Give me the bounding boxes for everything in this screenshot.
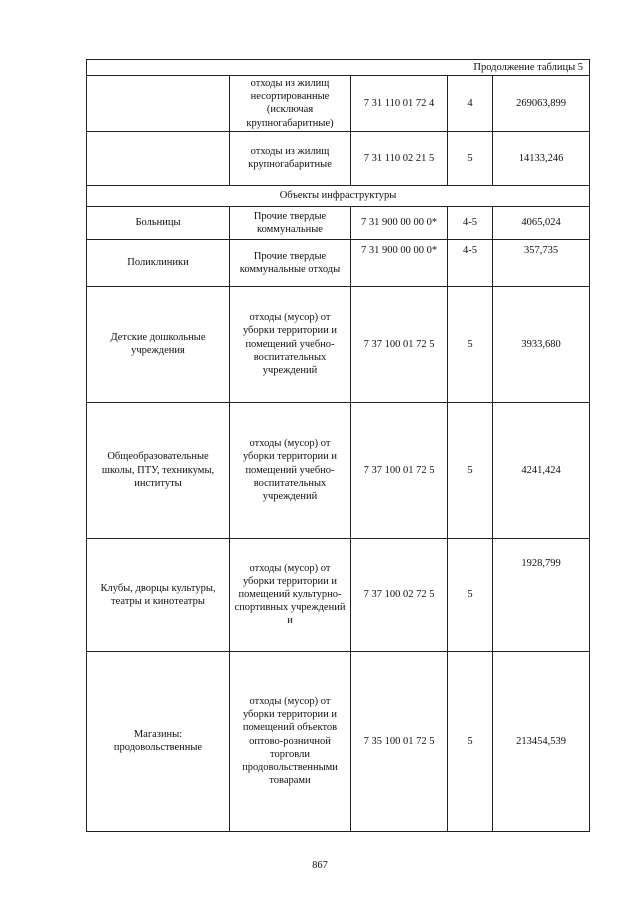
object-cell: Клубы, дворцы культуры, театры и кинотеатры	[87, 538, 230, 651]
table-row	[87, 131, 590, 185]
object-cell: Общеобразовательные школы, ПТУ, техникумы, институты	[87, 402, 230, 538]
waste-name-cell: отходы из жилищ крупногабаритные	[230, 131, 351, 185]
waste-name-cell: отходы (мусор) от уборки территории и помещений объектов оптово-розничной торговли продовольственными товарами	[230, 651, 351, 831]
hazard-class-cell: 4-5	[448, 239, 493, 286]
waste-table	[86, 59, 590, 832]
table-continuation-label: Продолжение таблицы 5	[87, 60, 590, 76]
waste-name-cell: Прочие твердые коммунальные отходы	[230, 239, 351, 286]
hazard-class-cell: 4-5	[448, 206, 493, 239]
table-row	[87, 239, 590, 286]
table-row	[87, 206, 590, 239]
object-cell: Больницы	[87, 206, 230, 239]
waste-name-cell: Прочие твердые коммунальные	[230, 206, 351, 239]
fkko-code-cell: 7 37 100 02 72 5	[351, 538, 448, 651]
waste-name-cell: отходы из жилищ несортированные (исключая крупногабаритные)	[230, 76, 351, 132]
waste-name-cell: отходы (мусор) от уборки территории и помещений учебно-воспитательных учреждений	[230, 402, 351, 538]
section-title: Объекты инфраструктуры	[87, 185, 590, 206]
object-cell	[87, 131, 230, 185]
fkko-code-cell: 7 37 100 01 72 5	[351, 286, 448, 402]
object-cell	[87, 76, 230, 132]
fkko-code-cell: 7 37 100 01 72 5	[351, 402, 448, 538]
hazard-class-cell: 5	[448, 651, 493, 831]
table-row	[87, 286, 590, 402]
fkko-code-cell: 7 31 110 01 72 4	[351, 76, 448, 132]
fkko-code-cell: 7 31 110 02 21 5	[351, 131, 448, 185]
amount-cell: 3933,680	[493, 286, 590, 402]
amount-cell: 213454,539	[493, 651, 590, 831]
hazard-class-cell: 5	[448, 538, 493, 651]
hazard-class-cell: 5	[448, 402, 493, 538]
object-cell: Детские дошкольные учреждения	[87, 286, 230, 402]
object-cell: Магазины: продовольственные	[87, 651, 230, 831]
hazard-class-cell: 5	[448, 286, 493, 402]
fkko-code-cell: 7 31 900 00 00 0*	[351, 206, 448, 239]
object-cell: Поликлиники	[87, 239, 230, 286]
page-number: 867	[312, 860, 328, 871]
waste-name-cell: отходы (мусор) от уборки территории и помещений культурно-спортивных учреждений и	[230, 538, 351, 651]
table-row	[87, 538, 590, 651]
table-row	[87, 76, 590, 132]
fkko-code-cell: 7 35 100 01 72 5	[351, 651, 448, 831]
amount-cell: 1928,799	[493, 538, 590, 651]
amount-cell: 14133,246	[493, 131, 590, 185]
hazard-class-cell: 5	[448, 131, 493, 185]
continuation-row	[87, 60, 590, 76]
section-row	[87, 185, 590, 206]
table-row	[87, 402, 590, 538]
amount-cell: 4065,024	[493, 206, 590, 239]
table-row	[87, 651, 590, 831]
hazard-class-cell: 4	[448, 76, 493, 132]
amount-cell: 269063,899	[493, 76, 590, 132]
waste-name-cell: отходы (мусор) от уборки территории и помещений учебно-воспитательных учреждений	[230, 286, 351, 402]
amount-cell: 4241,424	[493, 402, 590, 538]
amount-cell: 357,735	[493, 239, 590, 286]
fkko-code-cell: 7 31 900 00 00 0*	[351, 239, 448, 286]
